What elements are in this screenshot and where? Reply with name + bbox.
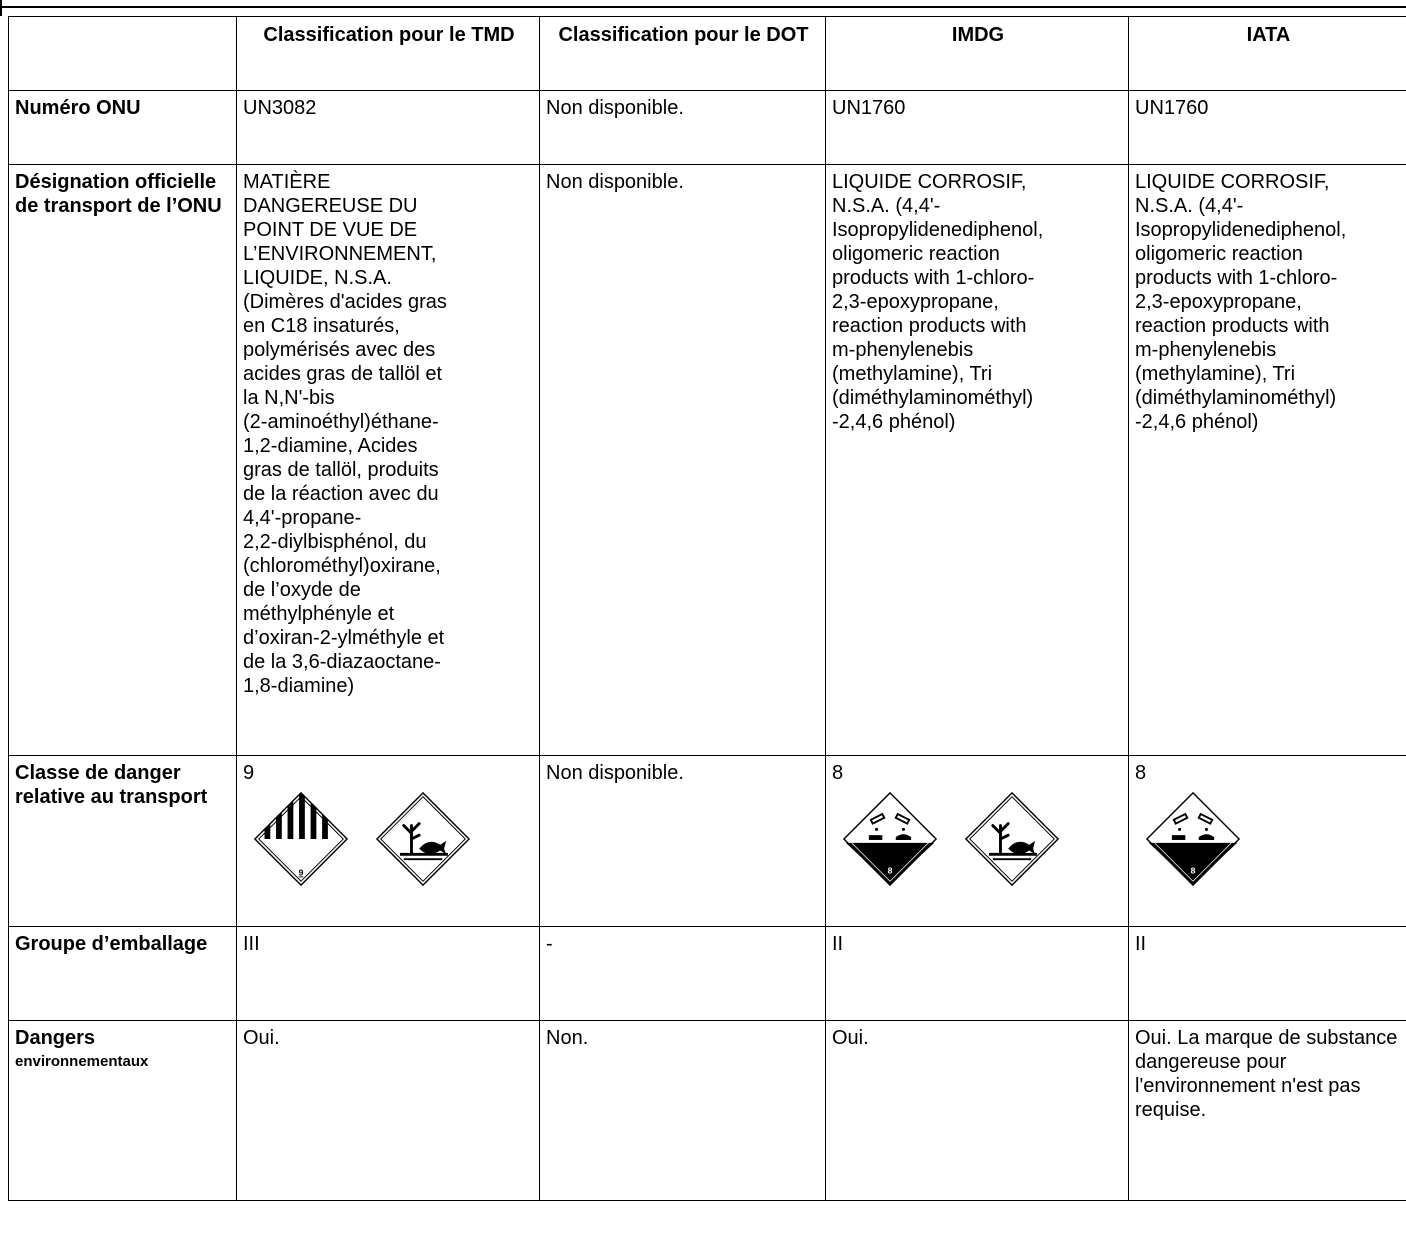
header-dot: Classification pour le DOT — [540, 17, 826, 91]
env-hazards-label-main: Dangers — [15, 1027, 96, 1049]
un-number-imdg: UN1760 — [826, 91, 1129, 165]
env-hazards-label-sub: environnementaux — [15, 1053, 149, 1070]
corrosive-class-8-placard-icon — [1145, 791, 1241, 887]
env-hazards-dot: Non. — [540, 1021, 826, 1201]
header-tmd: Classification pour le TMD — [237, 17, 540, 91]
shipping-name-dot: Non disponible. — [540, 165, 826, 756]
table-row — [9, 1021, 1406, 1201]
table-row — [9, 165, 1406, 756]
row-label-hazard-class: Classe de danger relative au transport — [9, 756, 237, 927]
class-9-placard-icon — [253, 791, 349, 887]
shipping-name-iata: LIQUIDE CORROSIF, N.S.A. (4,4'- Isopropylidenediphenol, oligomeric reaction products with 1-chloro- 2,3-epoxypropane, reaction products with m-phenylenebis (methylamine), Tri (diméthylaminométhyl) -2,4,6 phénol) — [1129, 165, 1406, 756]
hazard-class-tmd-cell — [237, 756, 540, 927]
header-iata: IATA — [1129, 17, 1406, 91]
environment-hazard-placard-icon — [964, 791, 1060, 887]
header-empty-cell — [9, 17, 237, 91]
env-hazards-imdg: Oui. — [826, 1021, 1129, 1201]
environment-hazard-placard-icon — [375, 791, 471, 887]
transport-info-table — [8, 16, 1406, 1201]
shipping-name-tmd: MATIÈRE DANGEREUSE DU POINT DE VUE DE L’ENVIRONNEMENT, LIQUIDE, N.S.A. (Dimères d'acides gras en C18 insaturés, polymérisés avec des acides gras de tallöl et la N,N'-bis (2-aminoéthyl)éthane- 1,2-diamine, Acides gras de tallöl, produits de la réaction avec du 4,4'-propane- 2,2-diylbisphénol, du (chlorométhyl)oxirane, de l’oxyde de méthylphényle et d’oxiran-2-ylméthyle et de la 3,6-diazaoctane- 1,8-diamine) — [237, 165, 540, 756]
placard-class-number: 8 — [1190, 865, 1196, 876]
frame-bottom-line — [0, 6, 1406, 8]
un-number-dot: Non disponible. — [540, 91, 826, 165]
packing-group-dot: - — [540, 927, 826, 1021]
shipping-name-imdg: LIQUIDE CORROSIF, N.S.A. (4,4'- Isopropylidenediphenol, oligomeric reaction products with 1-chloro- 2,3-epoxypropane, reaction products with m-phenylenebis (methylamine), Tri (diméthylaminométhyl) -2,4,6 phénol) — [826, 165, 1129, 756]
hazard-class-iata-cell — [1129, 756, 1406, 927]
placard-class-number: 8 — [887, 865, 893, 876]
corrosive-class-8-placard-icon — [842, 791, 938, 887]
placard-class-number: 9 — [298, 867, 304, 878]
env-hazards-iata: Oui. La marque de substance dangereuse pour l'environnement n'est pas requise. — [1129, 1021, 1406, 1201]
frame-left-line — [0, 0, 2, 16]
un-number-tmd: UN3082 — [237, 91, 540, 165]
row-label-un-number: Numéro ONU — [9, 91, 237, 165]
hazard-class-dot: Non disponible. — [540, 756, 826, 927]
packing-group-imdg: II — [826, 927, 1129, 1021]
header-row — [9, 17, 1406, 91]
header-imdg: IMDG — [826, 17, 1129, 91]
table-row — [9, 927, 1406, 1021]
row-label-packing-group: Groupe d’emballage — [9, 927, 237, 1021]
hazard-class-iata: 8 — [1135, 762, 1147, 784]
un-number-iata: UN1760 — [1129, 91, 1406, 165]
table-row — [9, 756, 1406, 927]
row-label-shipping-name: Désignation officielle de transport de l’ONU — [9, 165, 237, 756]
row-label-env-hazards — [9, 1021, 237, 1201]
hazard-class-imdg-cell — [826, 756, 1129, 927]
packing-group-iata: II — [1129, 927, 1406, 1021]
table-row — [9, 91, 1406, 165]
env-hazards-tmd: Oui. — [237, 1021, 540, 1201]
hazard-class-imdg: 8 — [832, 762, 844, 784]
packing-group-tmd: III — [237, 927, 540, 1021]
hazard-class-tmd: 9 — [243, 762, 255, 784]
